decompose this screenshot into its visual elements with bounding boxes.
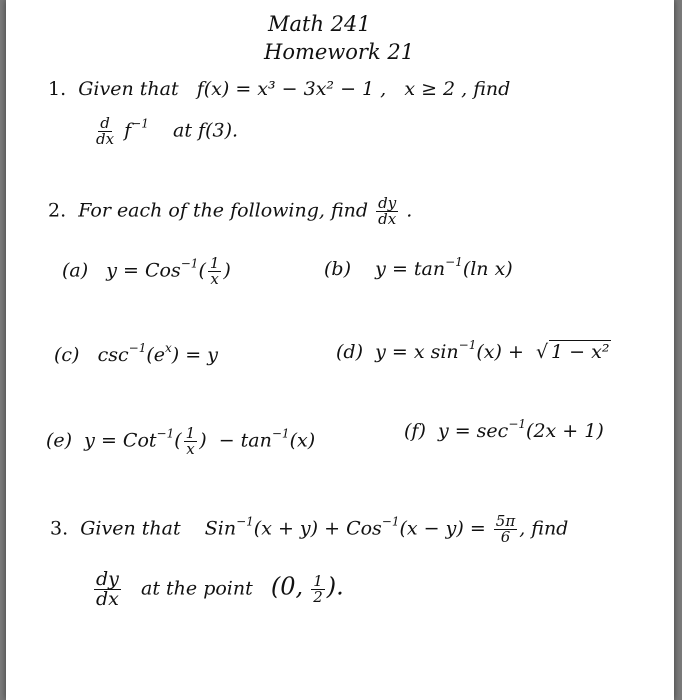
part-b-function: y = tan [375, 258, 446, 280]
part-f-argument: (2x + 1) [526, 420, 604, 442]
part-c [54, 341, 218, 366]
point-fraction [311, 574, 325, 605]
problem-3-line-2 [92, 570, 344, 609]
problem-2-dydx [376, 196, 398, 227]
problem-1-line-1 [48, 78, 510, 100]
part-c-function: csc [97, 344, 129, 366]
problem-2-number: 2. [48, 199, 67, 222]
part-c-label: (c) [54, 344, 80, 366]
part-b-argument: (ln x) [462, 258, 513, 280]
problem-3-intro: Given that [80, 517, 181, 540]
point-open: (0, [270, 572, 304, 601]
part-a-exponent: −1 [180, 256, 199, 271]
problem-3-number: 3. [50, 517, 69, 540]
part-a: (a) y = Cos$^{-1}$( $\frac{1}{x}$ ) [62, 254, 231, 288]
part-c-exponent: −1 [128, 341, 147, 355]
problem-3-sin-exponent: −1 [236, 514, 254, 529]
part-d-exponent: −1 [458, 338, 477, 352]
course-title: Math 241 [268, 12, 371, 36]
problem-3-sin: Sin [204, 517, 237, 540]
part-e-argument: (x) [289, 429, 316, 452]
homework-page [6, 0, 674, 700]
part-a-function: y = Cos [106, 259, 181, 282]
problem-2-line [48, 196, 412, 227]
part-d: (d) y = x $\sin^{-1}(x)$ + √ 1 − x² [336, 338, 610, 363]
part-b-label: (b) [324, 258, 351, 280]
part-c-base: (e [146, 344, 166, 366]
problem-3-line-1 [50, 514, 568, 545]
part-d-label: (d) [336, 341, 363, 363]
part-a-fraction [208, 256, 222, 287]
point-numerator: 1 [313, 572, 323, 590]
problem-3-rhs [494, 514, 517, 545]
part-d-function: y = x sin [375, 341, 459, 363]
derivative-denominator: dx [96, 130, 115, 148]
problem-3-middle: (x + y) + Cos [253, 517, 382, 540]
point-denominator: 2 [313, 588, 323, 606]
problem-3-dy: dy [96, 568, 119, 590]
part-b [324, 255, 513, 280]
problem-2-intro: For each of the following, find [78, 199, 369, 222]
part-b-exponent: −1 [445, 255, 463, 269]
derivative-operator [94, 116, 116, 147]
part-e-denominator: x [186, 440, 195, 458]
part-e-minus-tan: − tan [218, 429, 272, 452]
problem-3-at-point: at the point [141, 577, 253, 600]
part-e-function: y = Cot [84, 429, 157, 452]
part-f-exponent: −1 [508, 417, 527, 431]
dx-label: dx [378, 210, 397, 228]
part-d-radicand: 1 − x² [551, 341, 610, 363]
problem-1-at: at f(3). [173, 119, 239, 142]
problem-3-lhs-end: (x − y) = [399, 517, 486, 540]
part-a-denominator: x [210, 270, 219, 288]
problem-3-cos-exponent: −1 [381, 514, 400, 529]
part-f [404, 417, 604, 442]
part-f-function: y = sec [437, 420, 509, 442]
part-e: (e) y = Cot$^{-1}$( $\frac{1}{x}$ ) − $\tan^{-1}(x)$ [46, 424, 316, 458]
problem-2-dot: . [406, 199, 413, 222]
inverse-function: f [124, 119, 132, 142]
part-e-fraction [184, 426, 198, 457]
problem-1-domain: x ≥ 2 , find [404, 78, 511, 100]
problem-3-find: , find [519, 517, 569, 540]
rhs-numerator: 5π [495, 512, 516, 530]
part-e-exponent-2: −1 [271, 426, 290, 441]
part-e-label: (e) [46, 429, 73, 452]
part-c-e-exponent: x [165, 341, 172, 355]
problem-1-function: f(x) = x³ − 3x² − 1 , [196, 78, 387, 100]
part-f-label: (f) [404, 420, 426, 442]
problem-1-number: 1. [48, 78, 67, 100]
rhs-denominator: 6 [500, 528, 511, 546]
problem-1-line-2 [92, 116, 238, 147]
dy-label: dy [378, 194, 397, 212]
part-e-numerator: 1 [185, 424, 196, 442]
part-a-label: (a) [62, 259, 89, 282]
derivative-numerator: d [100, 114, 110, 132]
problem-3-dx: dx [96, 588, 119, 610]
point-close: ). [326, 572, 344, 601]
part-e-exponent: −1 [156, 426, 175, 441]
part-d-middle: (x) + [476, 341, 524, 363]
problem-1-intro: Given that [78, 78, 179, 100]
problem-3-dydx [94, 570, 121, 609]
part-c-rhs: ) = y [171, 344, 218, 366]
inverse-exponent: −1 [131, 116, 149, 131]
assignment-title: Homework 21 [264, 40, 415, 64]
part-a-numerator: 1 [209, 254, 220, 272]
